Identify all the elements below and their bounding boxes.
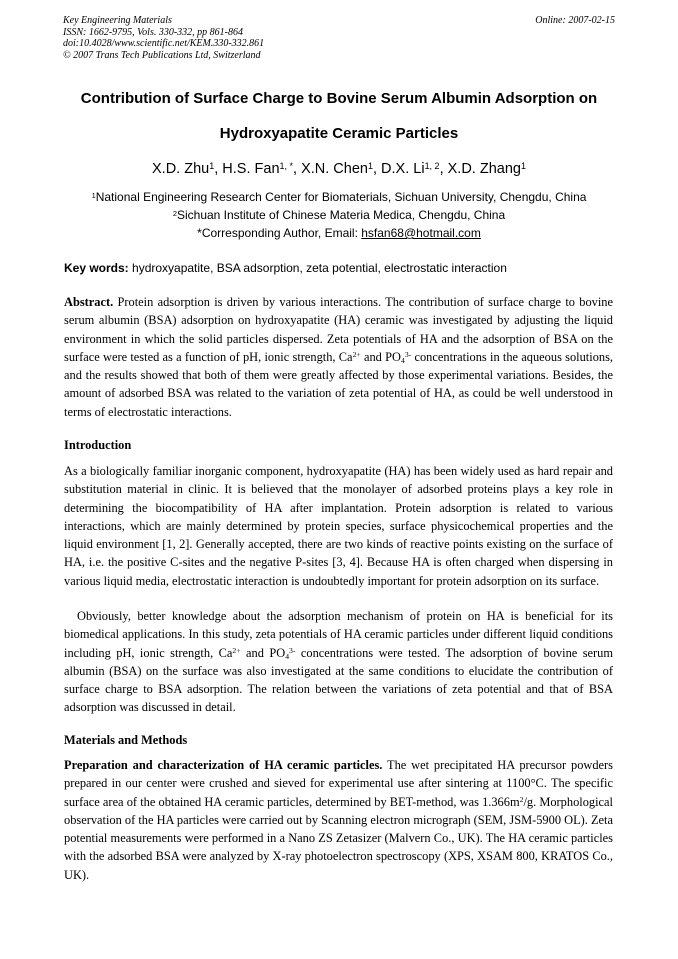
- introduction-heading: Introduction: [64, 438, 132, 452]
- abstract-label: Abstract.: [64, 295, 114, 309]
- keywords-text: hydroxyapatite, BSA adsorption, zeta potential, electrostatic interaction: [128, 261, 507, 275]
- introduction-paragraph-2: [64, 607, 613, 717]
- author-list: X.D. Zhu$^1$, H.S. Fan$^{1, *}$, X.N. Chen$^1$, D.X. Li$^{1, 2}$, X.D. Zhang$^1$: [152, 160, 526, 177]
- intro-po-superscript: 3-: [289, 646, 296, 656]
- abstract-paragraph: [64, 293, 613, 421]
- affiliation-mark: 1: [91, 190, 96, 200]
- intro-text: and PO: [240, 645, 286, 660]
- affiliation-mark: 2: [172, 208, 177, 218]
- online-date: Online: 2007-02-15: [535, 15, 615, 26]
- abstract-text: concentrations in the aqueous solutions, and the results showed that both of them were greatly affected by those experimental variations. Besides, the amount of adsorbed BSA was related to the variation of zeta potential of HA, as could be well understood in terms of electrostatic interactions.: [64, 349, 614, 419]
- intro-text: Obviously, better knowledge about the adsorption mechanism of protein on HA is beneficial for its biomedical applications. In this study, zeta potentials of HA ceramic particles under different liquid conditions including pH, ionic strength, Ca: [64, 609, 613, 660]
- author-affiliation-mark: 1: [209, 160, 215, 171]
- methods-text: The wet precipitated HA precursor powders prepared in our center were crushed and sieved for experimental use after sintering at 1100°C. The specific surface area of the obtained HA ceramic particles, determined by BET-method, was 1.366m: [64, 758, 613, 809]
- journal-name: Key Engineering Materials: [63, 15, 172, 26]
- corresponding-author: [40, 226, 638, 240]
- affiliation-1: [40, 190, 638, 204]
- author-affiliation-mark: 1: [367, 160, 373, 171]
- methods-subheading: Preparation and characterization of HA ceramic particles.: [64, 758, 383, 772]
- journal-header: [63, 15, 264, 61]
- paper-title-line-1: Contribution of Surface Charge to Bovine Serum Albumin Adsorption on: [80, 90, 598, 107]
- author-affiliation-mark: 1, *: [279, 160, 294, 171]
- issn-line: ISSN: 1662-9795, Vols. 330-332, pp 861-864: [63, 26, 243, 38]
- abstract-text: and PO: [360, 349, 401, 364]
- abstract-po-subscript: 4: [400, 355, 405, 365]
- email-link[interactable]: hsfan68@hotmail.com: [361, 226, 481, 240]
- abstract-po-superscript: 3-: [404, 350, 412, 360]
- copyright-line: © 2007 Trans Tech Publications Ltd, Switzerland: [63, 49, 261, 61]
- affiliation-2: [40, 208, 638, 222]
- author-name: D.X. Li: [381, 161, 425, 177]
- intro-ca-superscript: 2+: [232, 646, 241, 656]
- author-name: X.D. Zhang: [447, 161, 521, 177]
- keywords-label: Key words:: [64, 261, 129, 275]
- methods-superscript: 2: [519, 795, 524, 805]
- paper-title-line-2: Hydroxyapatite Ceramic Particles: [219, 125, 459, 142]
- doi-line: doi:10.4028/www.scientific.net/KEM.330-332.861: [63, 38, 265, 49]
- intro-text: concentrations were tested. The adsorption of bovine serum albumin (BSA) on the surface was also investigated at the same conditions to elucidate the contribution of surface charge to BSA adsorption. The relation between the variations of zeta potential and that of BSA adsorption was discussed in detail.: [64, 645, 613, 715]
- affiliation-text: Sichuan Institute of Chinese Materia Medica, Chengdu, China: [176, 208, 506, 222]
- author-affiliation-mark: 1, 2: [424, 160, 440, 171]
- abstract-ca-superscript: 2+: [352, 350, 361, 360]
- methods-heading: Materials and Methods: [64, 733, 188, 747]
- methods-text: /g. Morphological observation of the HA particles were carried out by Scanning electron micrograph (SEM, JSM-5900 OL). Zeta potential measurements were performed in a Nano ZS Zetasizer (Malvern Co., UK). The HA ceramic particles with the adsorbed BSA were analyzed by X-ray photoelectron spectroscopy (XPS, XSAM 800, KRATOS Co., UK).: [64, 794, 613, 882]
- introduction-paragraph-1: As a biologically familiar inorganic component, hydroxyapatite (HA) has been widely used as hard repair and substitution material in clinic. It is believed that the monolayer of adsorbed proteins plays a key role in determining the biocompatibility of HA after implantation. Protein adsorption is related to various interactions, which are mainly determined by protein species, surface physicochemical properties and the liquid environment [1, 2]. Generally accepted, there are two kinds of reactive points existing on the surface of HA, i.e. the positive C-sites and the negative P-sites [3, 4]. Because HA is often charged when dispersing in various liquid media, electrostatic interaction is undoubtedly important for protein adsorption on its surface.: [64, 464, 613, 588]
- intro-po-subscript: 4: [285, 651, 290, 661]
- methods-paragraph: [64, 756, 613, 884]
- author-affiliation-mark: 1: [520, 160, 526, 171]
- corresponding-label: *Corresponding Author, Email:: [197, 226, 362, 240]
- author-name: X.N. Chen: [301, 161, 368, 177]
- author-name: X.D. Zhu: [152, 161, 210, 177]
- abstract-text: Protein adsorption is driven by various interactions. The contribution of surface charge to bovine serum albumin (BSA) adsorption on hydroxyapatite (HA) ceramic was investigated by adjusting the liquid environment in which the solid particles dispersed. Zeta potentials of HA and the adsorption of BSA on the surface were tested as a function of pH, ionic strength, Ca: [64, 295, 613, 364]
- affiliation-text: National Engineering Research Center for Biomaterials, Sichuan University, Chengdu, China: [95, 190, 587, 204]
- author-name: H.S. Fan: [222, 161, 280, 177]
- keywords: [64, 261, 624, 275]
